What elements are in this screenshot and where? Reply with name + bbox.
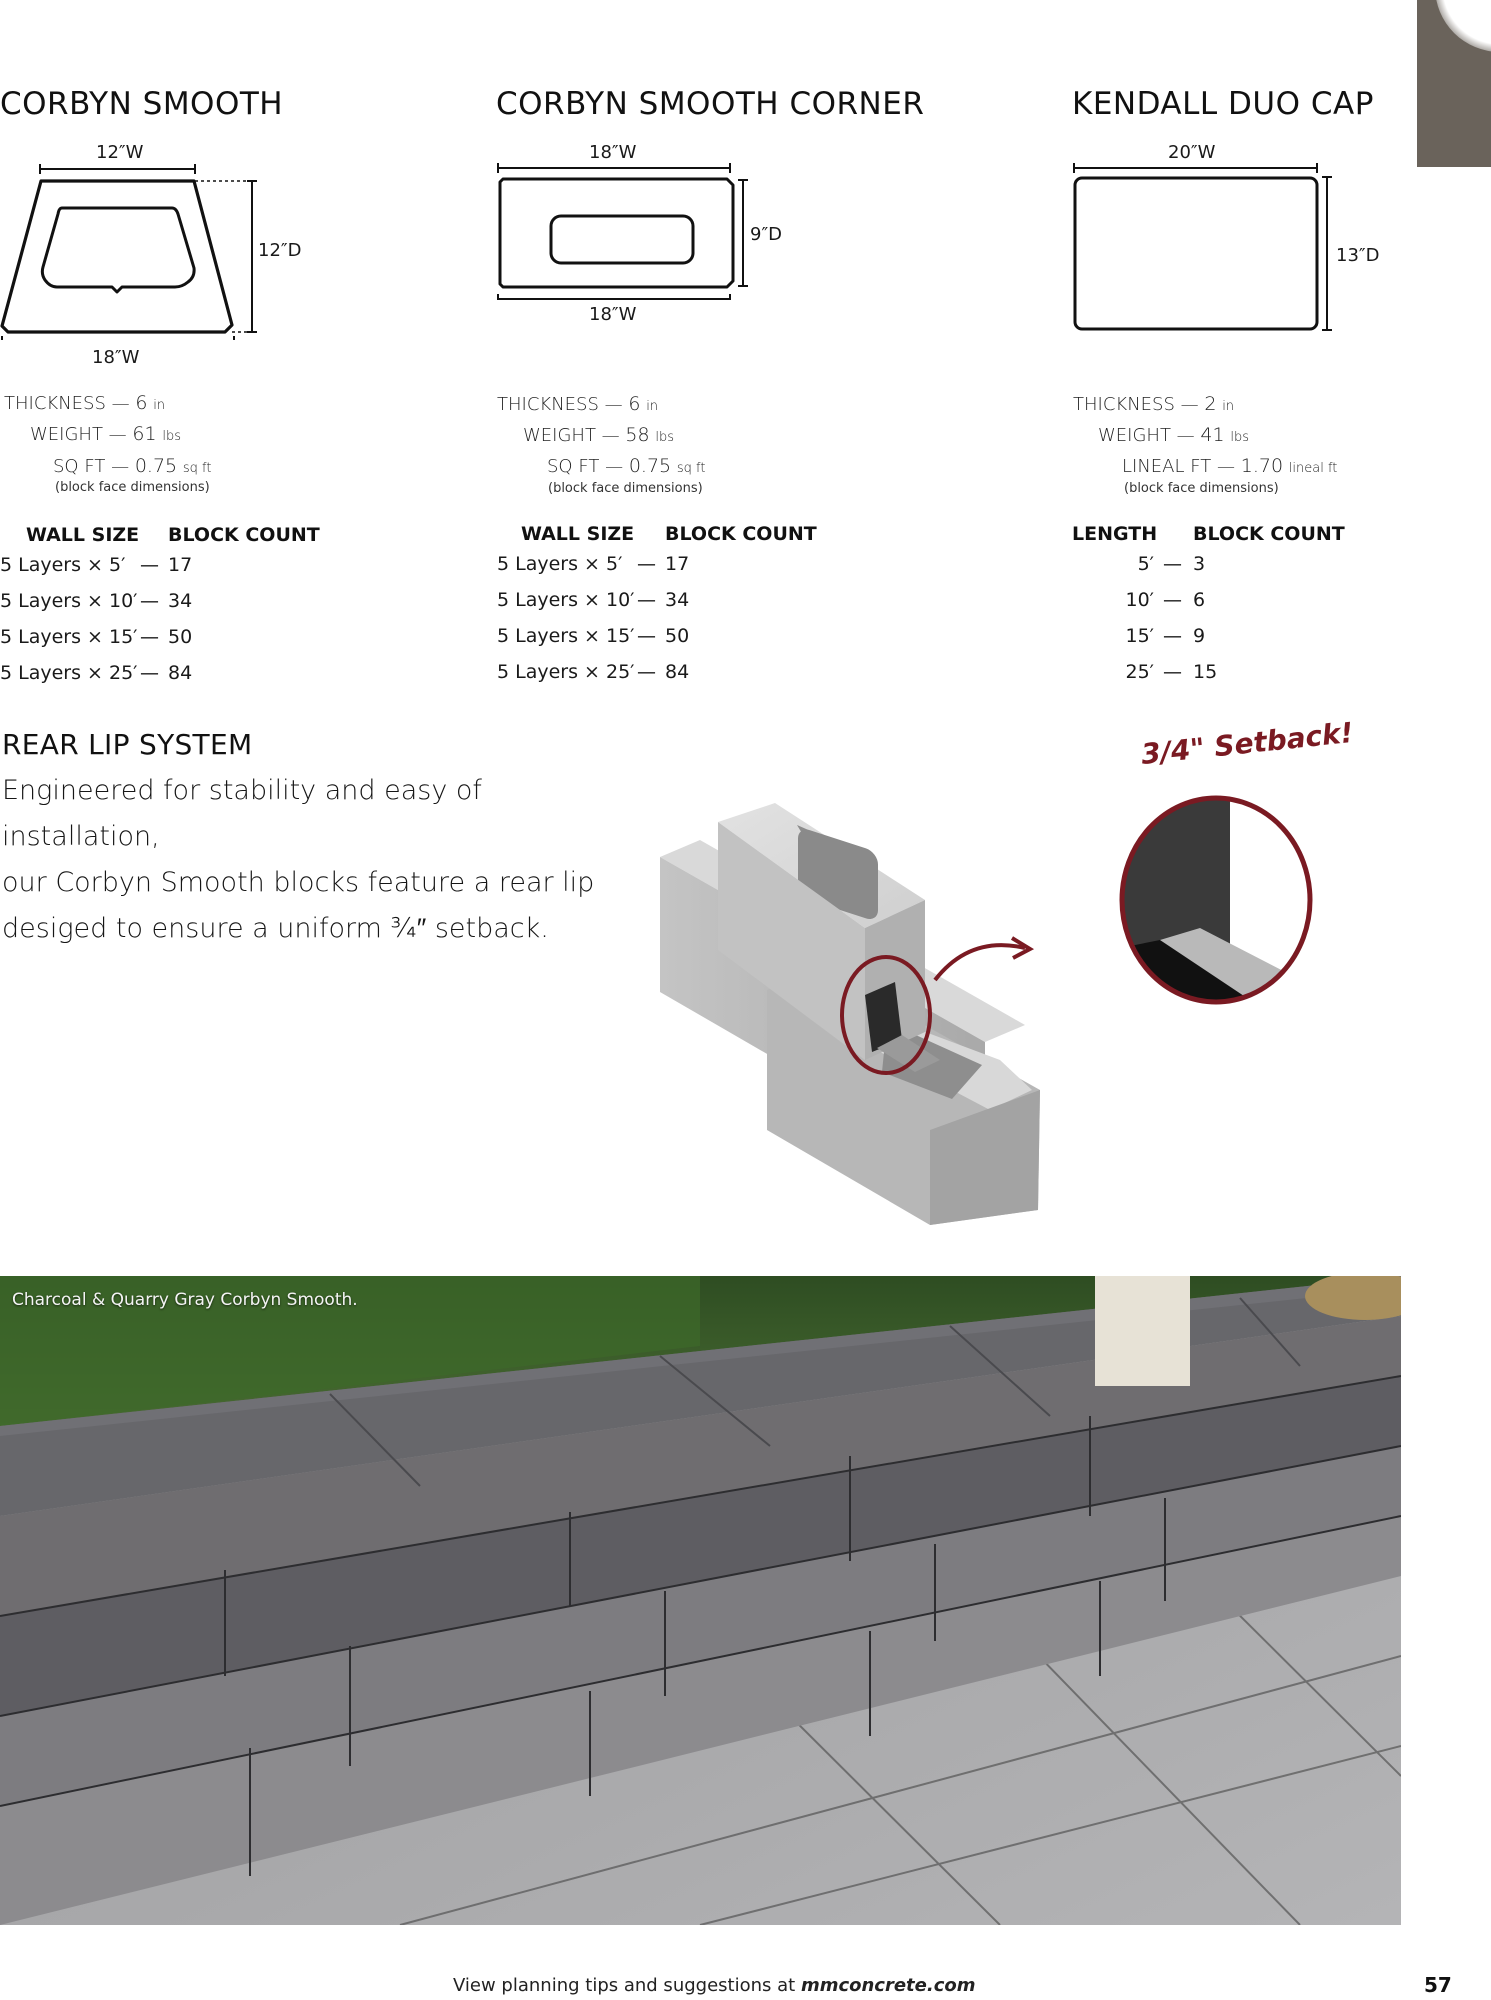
footer-prefix: View planning tips and suggestions at — [453, 1975, 796, 1996]
table-row: 5 Layers × 15′ — [497, 625, 635, 647]
spec-area: SQ FT — 0.75 sq ft — [547, 455, 706, 477]
wall-photo — [0, 1276, 1401, 1925]
table-header-wall-size: WALL SIZE — [521, 523, 635, 545]
section-tab — [1417, 0, 1491, 167]
row-dash: — — [637, 625, 656, 647]
table-header-wall-size: WALL SIZE — [26, 524, 140, 546]
row-count: 9 — [1193, 625, 1206, 647]
spec-weight: WEIGHT — 61 lbs — [30, 423, 181, 445]
table-row: 10′ — [1125, 589, 1154, 611]
dim-bottom-width: 18″W — [589, 304, 637, 325]
table-row: 5 Layers × 10′ — [497, 589, 635, 611]
row-count: 84 — [168, 662, 193, 684]
rear-lip-block-illustration — [640, 760, 1360, 1240]
row-dash: — — [1163, 553, 1182, 575]
corbyn-corner-diagram — [490, 150, 790, 300]
wall-photo-illustration — [0, 1276, 1401, 1925]
page-number: 57 — [1424, 1973, 1452, 1997]
row-count: 50 — [168, 626, 193, 648]
table-row: 5′ — [1137, 553, 1154, 575]
row-dash: — — [140, 590, 159, 612]
table-row: 5 Layers × 5′ — [497, 553, 623, 575]
spec-thickness: THICKNESS — 2 in — [1073, 393, 1235, 415]
spec-lineal-ft: LINEAL FT — 1.70 lineal ft — [1122, 455, 1338, 477]
dim-depth: 12″D — [258, 240, 302, 261]
row-count: 50 — [665, 625, 690, 647]
row-dash: — — [637, 661, 656, 683]
description-line: desiged to ensure a uniform ¾″ setback. — [2, 913, 549, 944]
dim-top-width: 20″W — [1168, 142, 1216, 163]
dim-bottom-width: 18″W — [92, 347, 140, 368]
spec-weight: WEIGHT — 41 lbs — [1098, 424, 1249, 446]
photo-caption: Charcoal & Quarry Gray Corbyn Smooth. — [12, 1290, 358, 1310]
spec-thickness: THICKNESS — 6 in — [4, 392, 166, 414]
table-row: 5 Layers × 10′ — [0, 590, 138, 612]
tab-cutout — [1435, 0, 1491, 52]
rear-lip-heading: REAR LIP SYSTEM — [2, 728, 253, 761]
spec-thickness: THICKNESS — 6 in — [497, 393, 659, 415]
footer-text — [453, 1975, 976, 1996]
row-count: 34 — [168, 590, 193, 612]
row-count: 3 — [1193, 553, 1206, 575]
spec-note: (block face dimensions) — [548, 481, 703, 496]
row-dash: — — [1163, 661, 1182, 683]
row-count: 15 — [1193, 661, 1218, 683]
kendall-cap-diagram — [1060, 150, 1360, 350]
row-dash: — — [637, 553, 656, 575]
product-title-corbyn-smooth-corner: CORBYN SMOOTH CORNER — [496, 86, 925, 122]
dim-top-width: 18″W — [589, 142, 637, 163]
dim-depth: 13″D — [1336, 245, 1380, 266]
row-count: 84 — [665, 661, 690, 683]
spec-area: SQ FT — 0.75 sq ft — [53, 455, 212, 477]
table-header-length: LENGTH — [1072, 523, 1158, 545]
product-title-corbyn-smooth: CORBYN SMOOTH — [0, 86, 284, 122]
row-dash: — — [140, 626, 159, 648]
product-title-kendall-duo-cap: KENDALL DUO CAP — [1072, 86, 1374, 122]
row-count: 34 — [665, 589, 690, 611]
dim-depth: 9″D — [750, 224, 783, 245]
row-count: 17 — [665, 553, 690, 575]
table-header-block-count: BLOCK COUNT — [168, 524, 320, 546]
table-row: 5 Layers × 25′ — [497, 661, 635, 683]
table-header-block-count: BLOCK COUNT — [1193, 523, 1345, 545]
spec-note: (block face dimensions) — [55, 480, 210, 495]
dim-top-width: 12″W — [96, 142, 144, 163]
table-row: 5 Layers × 5′ — [0, 554, 126, 576]
setback-callout: 3/4" Setback! — [1139, 715, 1355, 771]
table-row: 25′ — [1125, 661, 1154, 683]
row-dash: — — [1163, 625, 1182, 647]
description-line: our Corbyn Smooth blocks feature a rear lip — [2, 867, 595, 898]
row-count: 17 — [168, 554, 193, 576]
spec-note: (block face dimensions) — [1124, 481, 1279, 496]
footer-link[interactable]: mmconcrete.com — [800, 1975, 976, 1996]
table-row: 5 Layers × 25′ — [0, 662, 138, 684]
row-dash: — — [637, 589, 656, 611]
corbyn-smooth-diagram — [0, 140, 300, 340]
table-row: 5 Layers × 15′ — [0, 626, 138, 648]
table-row: 15′ — [1125, 625, 1154, 647]
description-line: Engineered for stability and easy of installation, — [2, 775, 482, 852]
row-count: 6 — [1193, 589, 1206, 611]
row-dash: — — [1163, 589, 1182, 611]
table-header-block-count: BLOCK COUNT — [665, 523, 817, 545]
rear-lip-description — [2, 768, 642, 952]
row-dash: — — [140, 662, 159, 684]
row-dash: — — [140, 554, 159, 576]
spec-weight: WEIGHT — 58 lbs — [523, 424, 674, 446]
